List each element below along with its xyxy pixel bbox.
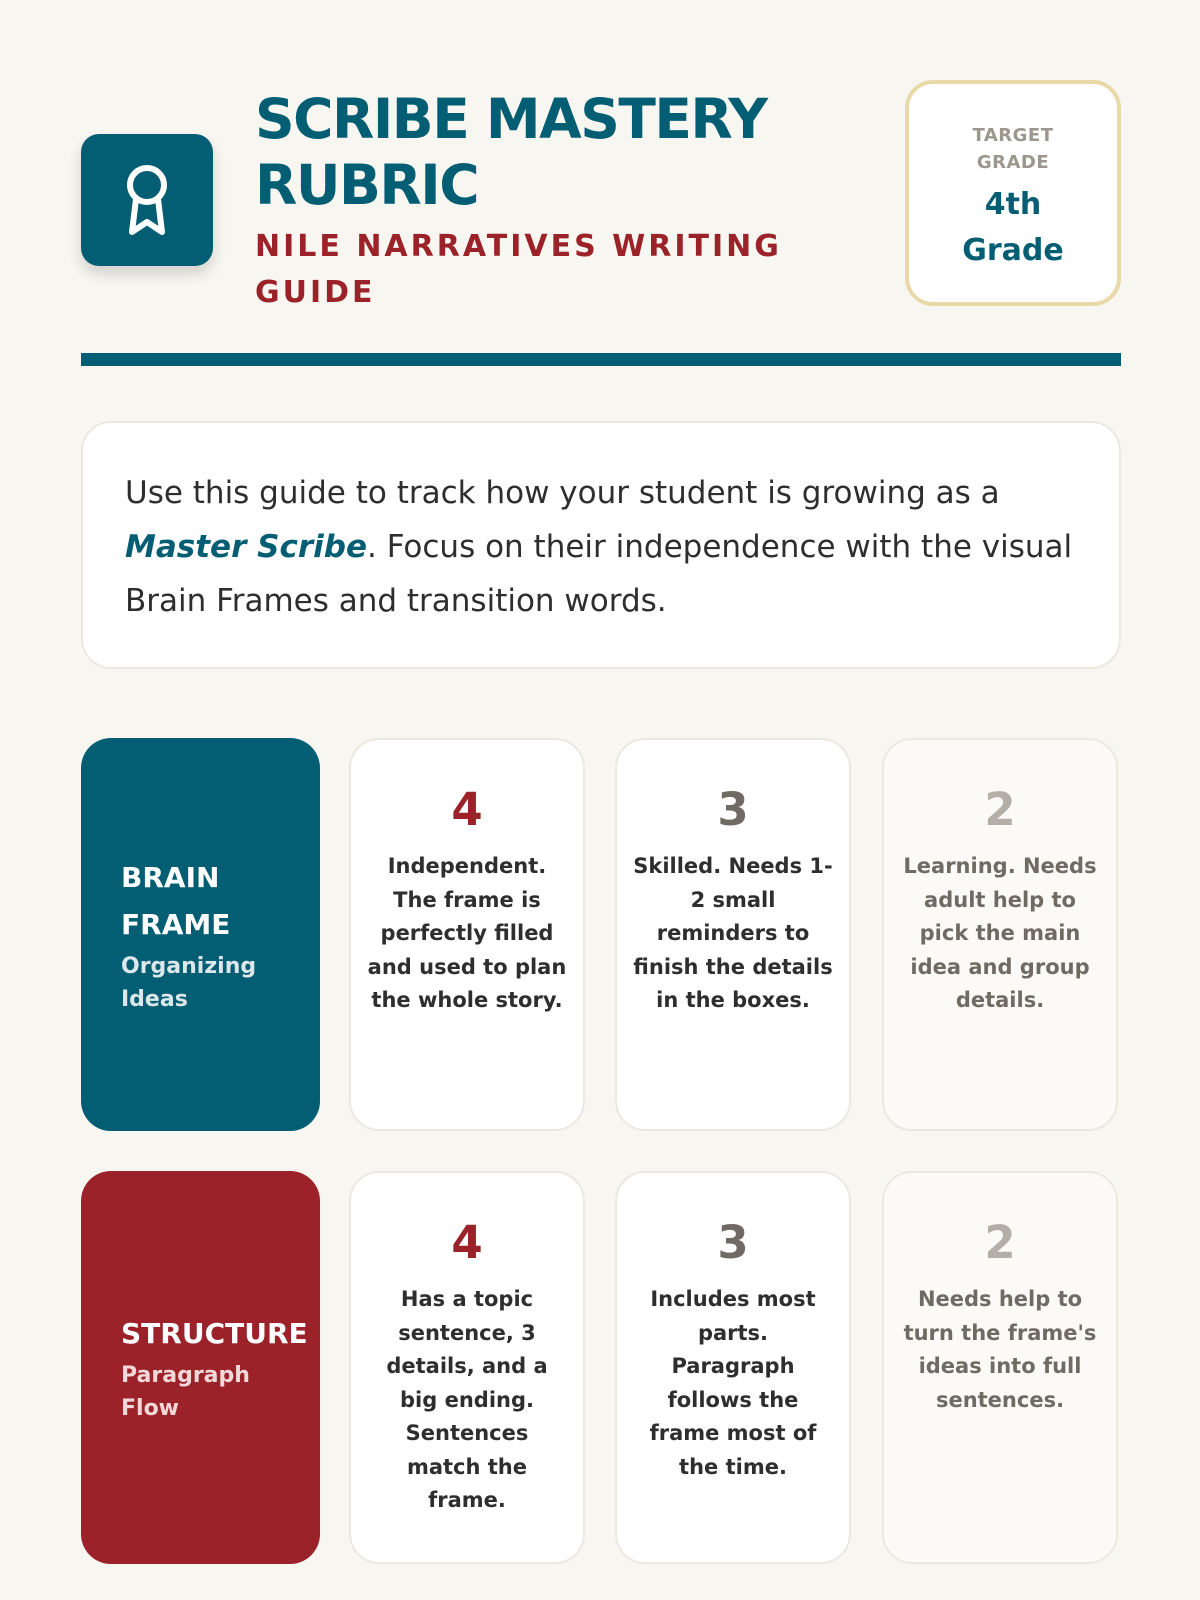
level-score: 3 bbox=[717, 783, 749, 836]
page-subtitle: NILE NARRATIVES WRITING GUIDE bbox=[255, 229, 782, 310]
level-card-4 bbox=[349, 738, 585, 1131]
page-title: SCRIBE MASTERY RUBRIC bbox=[255, 87, 767, 217]
level-score: 4 bbox=[451, 783, 483, 836]
target-grade-value: 4th Grade bbox=[962, 187, 1064, 268]
row-title: BRAIN FRAME bbox=[121, 860, 231, 941]
row-label-brain-frame bbox=[81, 738, 320, 1131]
intro-card bbox=[81, 421, 1121, 669]
row-label-structure bbox=[81, 1171, 320, 1564]
level-score: 2 bbox=[984, 783, 1016, 836]
header bbox=[81, 80, 1121, 312]
level-card-4 bbox=[349, 1171, 585, 1564]
target-grade-badge bbox=[905, 80, 1121, 306]
level-description: Independent. The frame is perfectly filled and used to plan the whole story. bbox=[367, 854, 567, 1012]
level-score: 2 bbox=[984, 1216, 1016, 1269]
level-card-3 bbox=[615, 738, 851, 1131]
target-grade-label: TARGET GRADE bbox=[972, 125, 1054, 173]
header-divider bbox=[81, 353, 1121, 366]
intro-emphasis: Master Scribe bbox=[125, 529, 367, 565]
row-subtitle: Organizing Ideas bbox=[121, 953, 257, 1012]
level-description: Has a topic sentence, 3 details, and a big ending. Sentences match the frame. bbox=[386, 1287, 548, 1512]
level-description: Skilled. Needs 1-2 small reminders to finish the details in the boxes. bbox=[633, 854, 833, 1012]
award-ribbon-icon bbox=[122, 164, 172, 236]
level-card-2 bbox=[882, 738, 1118, 1131]
level-card-3 bbox=[615, 1171, 851, 1564]
level-card-2 bbox=[882, 1171, 1118, 1564]
title-block bbox=[255, 86, 845, 316]
level-description: Includes most parts. Paragraph follows the frame most of the time. bbox=[649, 1287, 817, 1479]
logo-tile bbox=[81, 134, 213, 266]
row-subtitle: Paragraph Flow bbox=[121, 1363, 250, 1421]
level-score: 4 bbox=[451, 1216, 483, 1269]
level-score: 3 bbox=[717, 1216, 749, 1269]
intro-text: Use this guide to track how your student is growing as a Master Scribe. Focus on their independence with the visual Brain Frames and transition words. bbox=[125, 475, 1073, 619]
row-title: STRUCTURE bbox=[121, 1317, 308, 1350]
level-description: Learning. Needs adult help to pick the main idea and group details. bbox=[903, 854, 1097, 1012]
level-description: Needs help to turn the frame's ideas into full sentences. bbox=[903, 1287, 1097, 1412]
